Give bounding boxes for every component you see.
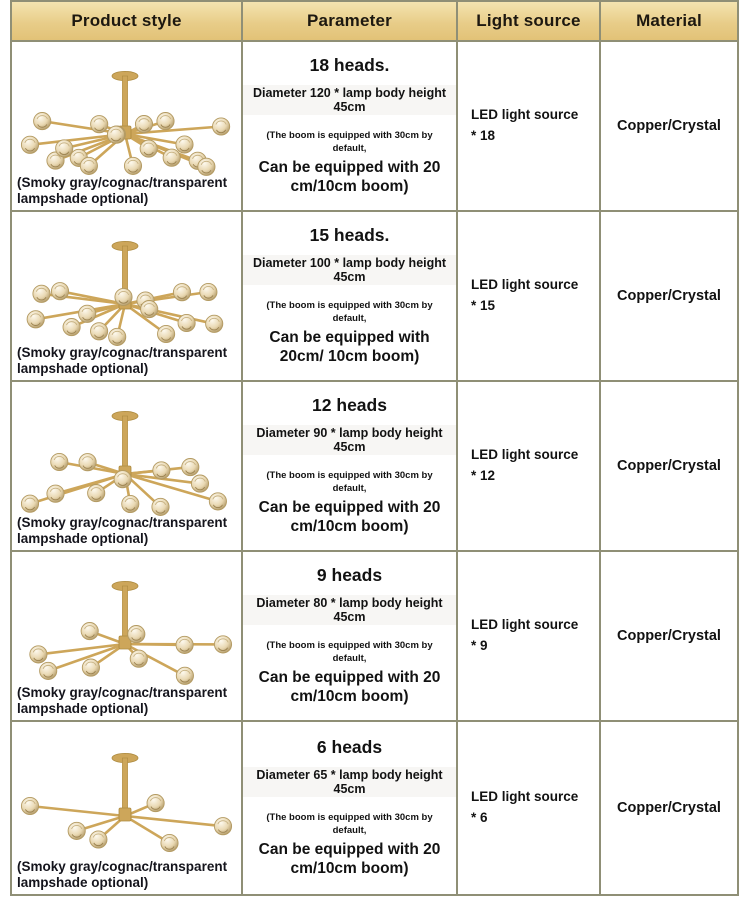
light-source-cell — [457, 381, 600, 551]
header-row — [11, 1, 738, 41]
table-row — [11, 721, 738, 895]
parameter-cell — [242, 41, 457, 211]
parameter-cell — [242, 211, 457, 381]
light-source-cell — [457, 551, 600, 721]
light-source-cell — [457, 211, 600, 381]
product-style-cell — [11, 41, 242, 211]
light-source-count: * 15 — [471, 298, 496, 313]
column-header-material: Material — [600, 1, 738, 41]
heads-count-label: 18 heads. — [309, 55, 390, 76]
light-source-count: * 6 — [471, 810, 488, 825]
product-style-cell — [11, 721, 242, 895]
boom-option-label: Can be equipped with 20 cm/10cm boom) — [258, 668, 441, 706]
boom-default-note: (The boom is equipped with 30cm by default, — [266, 130, 433, 154]
dimensions-label: Diameter 80 * lamp body height 45cm — [243, 595, 456, 625]
product-style-cell — [11, 551, 242, 721]
light-source-type: LED light source — [471, 617, 579, 633]
heads-count-label: 9 heads — [316, 565, 383, 586]
lampshade-options-caption: (Smoky gray/cognac/transparent lampshade optional) — [17, 344, 228, 376]
light-source-cell — [457, 721, 600, 895]
material-cell: Copper/Crystal — [600, 721, 738, 895]
lampshade-options-caption: (Smoky gray/cognac/transparent lampshade optional) — [17, 174, 228, 206]
dimensions-label: Diameter 120 * lamp body height 45cm — [243, 85, 456, 115]
lampshade-options-caption: (Smoky gray/cognac/transparent lampshade optional) — [17, 684, 228, 716]
material-cell: Copper/Crystal — [600, 381, 738, 551]
boom-default-note: (The boom is equipped with 30cm by default, — [266, 812, 433, 836]
boom-option-label: Can be equipped with 20 cm/10cm boom) — [258, 498, 441, 536]
lampshade-options-caption: (Smoky gray/cognac/transparent lampshade optional) — [17, 514, 228, 546]
boom-option-label: Can be equipped with 20cm/ 10cm boom) — [269, 328, 430, 366]
table-row — [11, 211, 738, 381]
parameter-cell — [242, 551, 457, 721]
light-source-count: * 9 — [471, 638, 488, 653]
boom-default-note: (The boom is equipped with 30cm by default, — [266, 640, 433, 664]
chandelier-image — [17, 238, 236, 360]
boom-default-note: (The boom is equipped with 30cm by default, — [266, 300, 433, 324]
light-source-type: LED light source — [471, 277, 579, 293]
chandelier-image — [17, 408, 236, 530]
material-cell: Copper/Crystal — [600, 41, 738, 211]
heads-count-label: 12 heads — [312, 395, 387, 416]
material-cell: Copper/Crystal — [600, 551, 738, 721]
table-row — [11, 551, 738, 721]
light-source-count: * 12 — [471, 468, 496, 483]
product-style-cell — [11, 381, 242, 551]
dimensions-label: Diameter 65 * lamp body height 45cm — [243, 767, 456, 797]
product-spec-table — [10, 0, 739, 896]
chandelier-image — [17, 578, 236, 700]
light-source-type: LED light source — [471, 789, 579, 805]
boom-default-note: (The boom is equipped with 30cm by default, — [266, 470, 433, 494]
material-cell: Copper/Crystal — [600, 211, 738, 381]
column-header-light-source: Light source — [457, 1, 600, 41]
boom-option-label: Can be equipped with 20 cm/10cm boom) — [258, 158, 441, 196]
product-style-cell — [11, 211, 242, 381]
light-source-cell — [457, 41, 600, 211]
column-header-product-style: Product style — [11, 1, 242, 41]
heads-count-label: 15 heads. — [309, 225, 390, 246]
lampshade-options-caption: (Smoky gray/cognac/transparent lampshade optional) — [17, 858, 228, 890]
parameter-cell — [242, 381, 457, 551]
dimensions-label: Diameter 100 * lamp body height 45cm — [243, 255, 456, 285]
dimensions-label: Diameter 90 * lamp body height 45cm — [243, 425, 456, 455]
light-source-type: LED light source — [471, 107, 579, 123]
boom-option-label: Can be equipped with 20 cm/10cm boom) — [258, 840, 441, 878]
light-source-type: LED light source — [471, 447, 579, 463]
table-row — [11, 381, 738, 551]
chandelier-image — [17, 68, 236, 190]
chandelier-image — [17, 750, 236, 872]
parameter-cell — [242, 721, 457, 895]
column-header-parameter: Parameter — [242, 1, 457, 41]
light-source-count: * 18 — [471, 128, 496, 143]
heads-count-label: 6 heads — [316, 737, 383, 758]
table-row — [11, 41, 738, 211]
